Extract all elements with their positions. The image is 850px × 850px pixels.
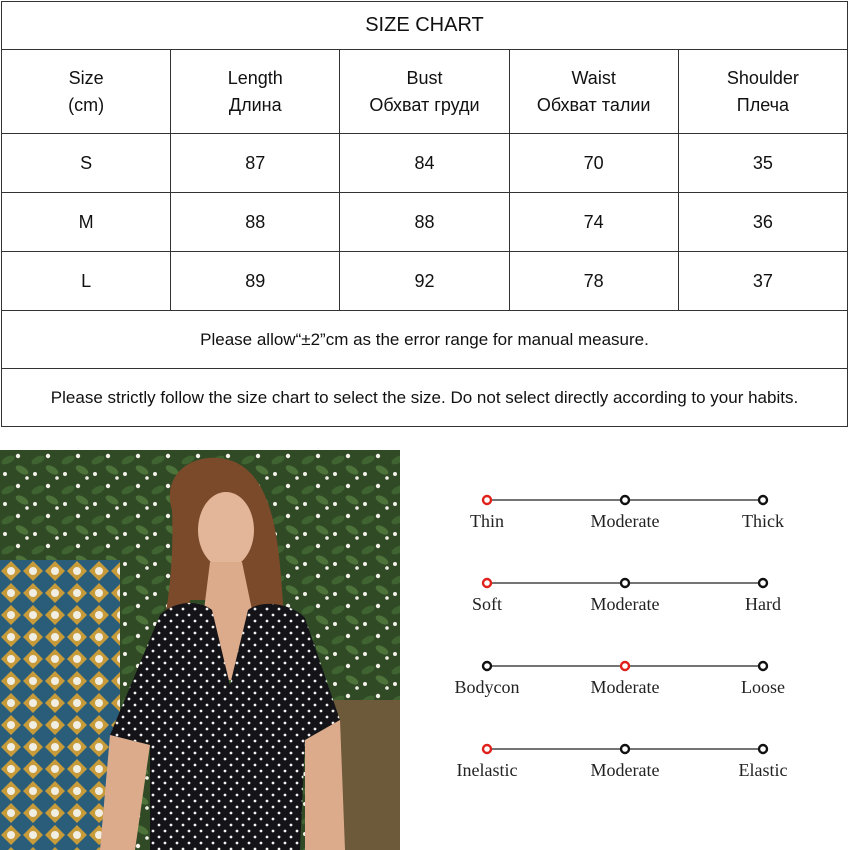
fit-scale xyxy=(455,662,786,697)
scale-label: Elastic xyxy=(738,760,788,780)
size-chart-title: SIZE CHART xyxy=(2,2,848,50)
cell-shoulder: 36 xyxy=(678,193,847,252)
scale-label: Thin xyxy=(470,511,504,531)
header-bust: Bust Обхват груди xyxy=(340,50,509,134)
cell-size: L xyxy=(2,252,171,311)
table-row xyxy=(2,193,848,252)
scale-label: Loose xyxy=(741,677,785,697)
scale-dot xyxy=(483,662,491,670)
cell-length: 89 xyxy=(171,252,340,311)
header-waist: Waist Обхват талии xyxy=(509,50,678,134)
scale-label: Moderate xyxy=(590,677,660,697)
scale-label: Inelastic xyxy=(456,760,518,780)
cell-length: 87 xyxy=(171,134,340,193)
scale-dot-selected xyxy=(621,662,629,670)
scale-label: Moderate xyxy=(590,760,660,780)
header-size: Size (cm) xyxy=(2,50,171,134)
scale-dot xyxy=(621,579,629,587)
cell-bust: 88 xyxy=(340,193,509,252)
scale-label: Bodycon xyxy=(454,677,520,697)
cell-waist: 78 xyxy=(509,252,678,311)
scale-dot-selected xyxy=(483,745,491,753)
scale-dot xyxy=(621,496,629,504)
cell-waist: 70 xyxy=(509,134,678,193)
scale-label: Thick xyxy=(742,511,784,531)
scale-label: Moderate xyxy=(590,594,660,614)
scale-label: Soft xyxy=(471,594,503,614)
thickness-scale xyxy=(470,496,784,531)
header-row xyxy=(2,50,848,134)
size-chart-table xyxy=(1,1,848,427)
product-photo xyxy=(0,450,400,850)
table-row xyxy=(2,134,848,193)
scale-label: Hard xyxy=(745,594,781,614)
table-row xyxy=(2,252,848,311)
scale-label: Moderate xyxy=(590,511,660,531)
scale-dot xyxy=(759,745,767,753)
size-selection-note: Please strictly follow the size chart to select the size. Do not select directly according to your habits. xyxy=(2,369,848,427)
measure-error-note: Please allow“±2”cm as the error range for manual measure. xyxy=(2,311,848,369)
scale-dot xyxy=(759,496,767,504)
scale-dot-selected xyxy=(483,579,491,587)
softness-scale xyxy=(472,579,781,614)
scale-dot-selected xyxy=(483,496,491,504)
cell-length: 88 xyxy=(171,193,340,252)
cell-size: M xyxy=(2,193,171,252)
cell-size: S xyxy=(2,134,171,193)
cell-bust: 92 xyxy=(340,252,509,311)
scale-dot xyxy=(759,662,767,670)
header-shoulder: Shoulder Плеча xyxy=(678,50,847,134)
cell-shoulder: 35 xyxy=(678,134,847,193)
scale-dot xyxy=(621,745,629,753)
elasticity-scale xyxy=(457,745,788,780)
scale-dot xyxy=(759,579,767,587)
cell-waist: 74 xyxy=(509,193,678,252)
cell-shoulder: 37 xyxy=(678,252,847,311)
header-length: Length Длина xyxy=(171,50,340,134)
cell-bust: 84 xyxy=(340,134,509,193)
fit-scales xyxy=(430,450,850,850)
